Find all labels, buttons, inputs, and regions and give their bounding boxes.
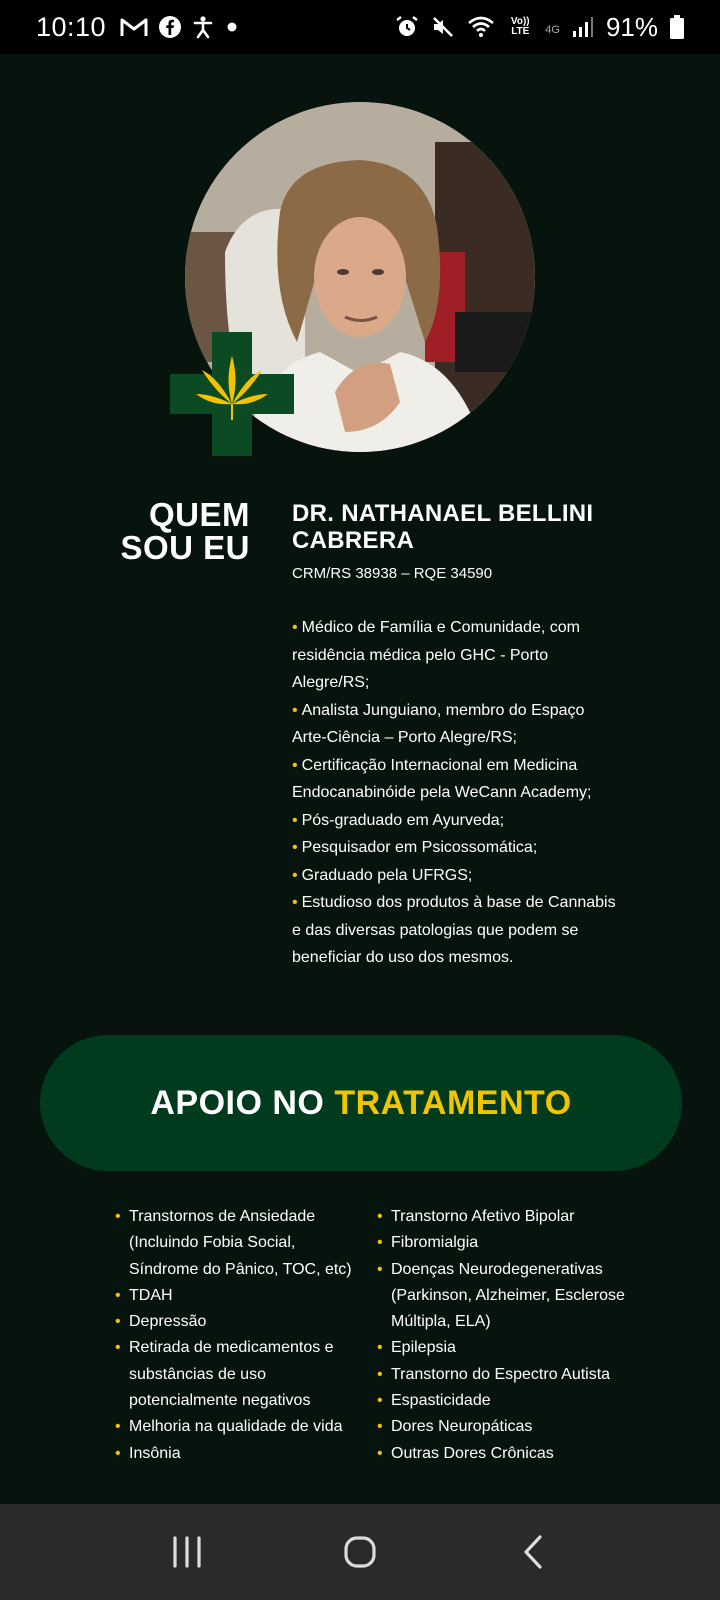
treatment-item: • Insônia <box>115 1441 365 1467</box>
bullet-icon: • <box>377 1444 383 1462</box>
bullet-icon: • <box>115 1208 121 1225</box>
credential-item: • Pesquisador em Psicossomática; <box>292 839 538 856</box>
bullet-icon: • <box>292 811 298 829</box>
bullet-icon: • <box>292 894 298 911</box>
accessibility-icon <box>192 15 214 39</box>
treatment-item: • Transtornos de Ansiedade (Incluindo Fobia Social, Síndrome do Pânico, TOC, etc) <box>115 1204 365 1283</box>
signal-icon <box>572 16 594 38</box>
alarm-icon <box>395 15 419 39</box>
about-heading: QUEM SOU EU <box>120 496 250 566</box>
bullet-icon: • <box>377 1339 383 1357</box>
treatment-item: • Doenças Neurodegenerativas (Parkinson, Alzheimer, Esclerose Múltipla, ELA) <box>377 1257 637 1336</box>
bullet-icon: • <box>115 1313 121 1331</box>
bullet-icon: • <box>292 619 298 636</box>
treatment-item: • Outras Dores Crônicas <box>377 1441 637 1467</box>
gmail-icon <box>120 16 148 38</box>
bullet-icon: • <box>292 701 298 719</box>
treatment-title-yellow: TRATAMENTO <box>334 1083 572 1122</box>
page-content <box>0 54 720 1504</box>
bullet-icon: • <box>115 1418 121 1436</box>
bullet-icon: • <box>377 1418 383 1436</box>
treatment-title-white: APOIO NO <box>150 1083 335 1122</box>
back-icon <box>518 1534 548 1570</box>
bullet-icon: • <box>377 1208 383 1225</box>
treatment-list-right <box>377 1204 637 1467</box>
treatment-item: • Depressão <box>115 1309 365 1335</box>
credential-item: • Estudioso dos produtos à base de Cannabis e das diversas patologias que podem se beneficiar do uso dos mesmos. <box>292 894 616 966</box>
cannabis-cross-logo <box>170 332 294 456</box>
treatment-item: • Epilepsia <box>377 1335 637 1361</box>
network-type: 4G <box>545 23 560 36</box>
bullet-icon: • <box>377 1392 383 1410</box>
credential-item: • Médico de Família e Comunidade, com residência médica pelo GHC - Porto Alegre/RS; <box>292 619 580 691</box>
doctor-name: DR. NATHANAEL BELLINI CABRERA <box>292 500 594 554</box>
bullet-icon: • <box>115 1339 121 1357</box>
back-button[interactable] <box>503 1527 563 1577</box>
treatment-item: • Transtorno do Espectro Autista <box>377 1362 637 1388</box>
volte-badge: Vo)) LTE <box>510 16 530 37</box>
bullet-icon: • <box>377 1234 383 1252</box>
treatment-item: • Melhoria na qualidade de vida <box>115 1414 365 1440</box>
home-icon <box>342 1534 378 1570</box>
treatment-item: • Retirada de medicamentos e substâncias de uso potencialmente negativos <box>115 1335 365 1414</box>
treatment-banner <box>40 1035 682 1171</box>
recent-apps-button[interactable] <box>157 1527 217 1577</box>
treatment-item: • Dores Neuropáticas <box>377 1414 637 1440</box>
credential-item: • Analista Junguiano, membro do Espaço Arte-Ciência – Porto Alegre/RS; <box>292 701 585 746</box>
bullet-icon: • <box>292 839 298 856</box>
credential-item: • Graduado pela UFRGS; <box>292 866 473 884</box>
status-bar <box>0 0 720 54</box>
home-button[interactable] <box>330 1527 390 1577</box>
treatment-item: • Espasticidade <box>377 1388 637 1414</box>
credential-item: • Certificação Internacional em Medicina Endocanabinóide pela WeCann Academy; <box>292 756 592 801</box>
treatment-item: • TDAH <box>115 1283 365 1309</box>
bullet-icon: • <box>115 1444 121 1462</box>
facebook-icon <box>158 15 182 39</box>
treatment-list-left <box>115 1204 365 1467</box>
wifi-icon <box>467 15 495 39</box>
bullet-icon: • <box>115 1286 121 1304</box>
bullet-icon: • <box>292 756 298 774</box>
battery-icon <box>670 15 684 39</box>
bullet-icon: • <box>377 1260 383 1278</box>
doctor-crm: CRM/RS 38938 – RQE 34590 <box>292 565 493 582</box>
status-time: 10:10 <box>36 11 107 42</box>
navigation-bar <box>0 1504 720 1600</box>
credential-item: • Pós-graduado em Ayurveda; <box>292 811 505 829</box>
treatment-item: • Transtorno Afetivo Bipolar <box>377 1204 637 1230</box>
mute-icon <box>431 15 455 39</box>
bullet-icon: • <box>292 866 298 884</box>
battery-percent: 91% <box>605 11 658 42</box>
credentials-list <box>292 614 622 972</box>
dot-icon <box>224 19 240 35</box>
recent-apps-icon <box>169 1535 205 1569</box>
treatment-item: • Fibromialgia <box>377 1230 637 1256</box>
bullet-icon: • <box>377 1365 383 1383</box>
